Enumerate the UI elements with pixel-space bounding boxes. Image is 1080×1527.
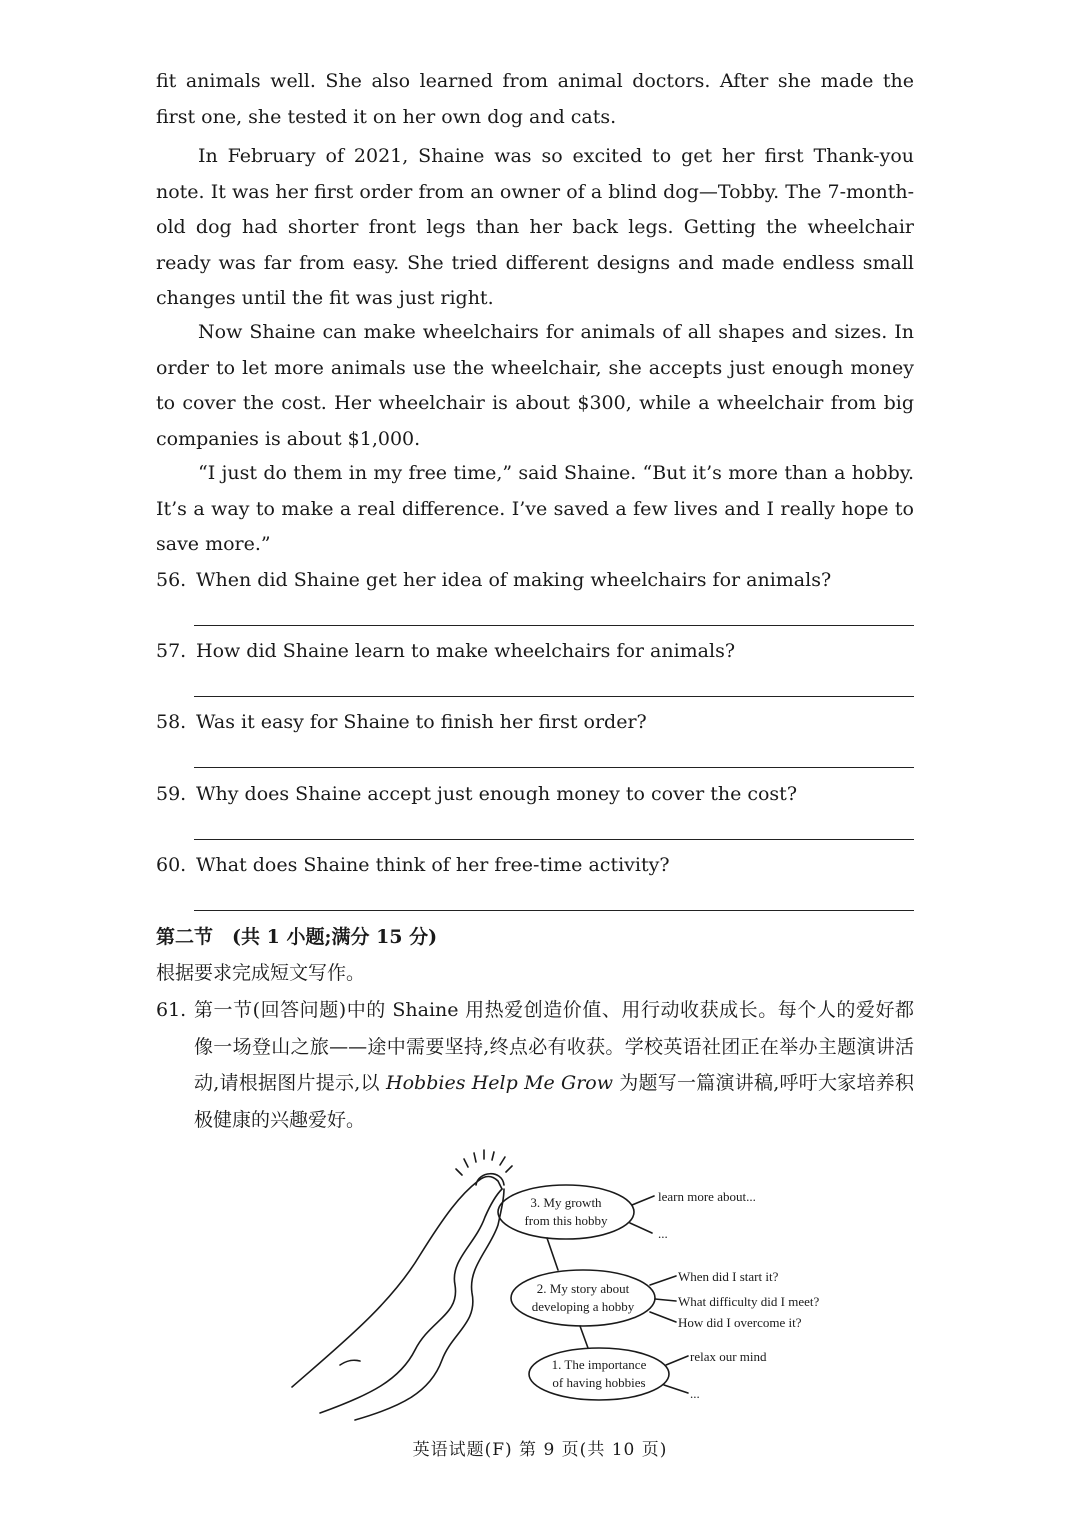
winding-path-left (320, 1189, 502, 1413)
bubble-3-line-2: from this hobby (524, 1213, 608, 1228)
prompt-learn-more: learn more about... (658, 1189, 756, 1204)
prompt-when-start: When did I start it? (678, 1269, 779, 1284)
page-footer: 英语试题(F) 第 9 页(共 10 页) (412, 1440, 668, 1460)
bubble-3-line-1: 3. My growth (530, 1195, 602, 1210)
mountain-climb-figure (280, 1145, 860, 1425)
passage-paragraph-1: fit animals well. She also learned from animal doctors. After she made the first one, she tested it on her own dog and cats. (156, 70, 914, 128)
question-58 (156, 708, 916, 736)
question-57 (156, 637, 916, 665)
answer-line-57[interactable] (194, 696, 914, 697)
bubble-1-line-2: of having hobbies (552, 1375, 646, 1390)
passage-paragraph-2: In February of 2021, Shaine was so excited to get her first Thank-you note. It was her first order from an owner of a blind dog—Tobby. The 7-month-old dog had shorter front legs than her back legs. Getting the wheelchair ready was far from easy. She tried different designs and made endless small changes until the fit was just right. (156, 145, 914, 309)
bubble-2-line-1: 2. My story about (536, 1281, 630, 1296)
bubble-1 (529, 1348, 669, 1400)
section-instruction: 根据要求完成短文写作。 (156, 962, 366, 984)
bubble-2-line-2: developing a hobby (531, 1299, 635, 1314)
question-text: When did Shaine get her idea of making wheelchairs for animals? (196, 569, 832, 591)
passage-paragraph-4: “I just do them in my free time,” said Shaine. “But it’s more than a hobby. It’s a way to make a real difference. I’ve saved a few lives and I really hope to save more.” (156, 462, 914, 555)
bubble-1-line-1: 1. The importance (551, 1357, 647, 1372)
prompt-how-overcome: How did I overcome it? (678, 1315, 802, 1330)
question-number: 56. (156, 569, 187, 591)
question-59 (156, 780, 916, 808)
answer-line-58[interactable] (194, 767, 914, 768)
task-text-before: 第一节(回答问题)中的 Shaine 用热爱创造价值、用行动收获成长。每个人的爱好都像一场登山之旅——途中需要坚持,终点必有收获。学校英语社团正在举办主题演讲活动,请根据图片提示,以 (194, 999, 914, 1094)
task-number: 61. (156, 999, 187, 1021)
writing-task-61 (156, 992, 914, 1138)
path-branch (340, 1360, 360, 1365)
answer-line-60[interactable] (194, 910, 914, 911)
task-essay-title: Hobbies Help Me Grow (386, 1072, 614, 1094)
question-text: What does Shaine think of her free-time activity? (196, 854, 670, 876)
task-text (194, 992, 914, 1138)
bubble-2 (511, 1270, 655, 1326)
answer-line-59[interactable] (194, 839, 914, 840)
question-text: Was it easy for Shaine to finish her first order? (196, 711, 647, 733)
bubble-3 (498, 1185, 634, 1239)
prompt-what-difficulty: What difficulty did I meet? (678, 1294, 820, 1309)
mountain-outline (292, 1177, 502, 1388)
question-number: 57. (156, 640, 187, 662)
question-number: 60. (156, 854, 187, 876)
task-text-after: 为题写一篇演讲稿,呼吁大家培养积极健康的兴趣爱好。 (194, 1072, 914, 1131)
section-heading: 第二节 (共 1 小题;满分 15 分) (156, 926, 438, 948)
prompt-relax-mind: relax our mind (690, 1349, 767, 1364)
answer-line-56[interactable] (194, 625, 914, 626)
prompt-bubble3-ellipsis: ... (658, 1226, 668, 1241)
question-text: How did Shaine learn to make wheelchairs for animals? (196, 640, 736, 662)
mountain-path-diagram (280, 1145, 860, 1425)
prompt-bubble1-ellipsis: ... (690, 1386, 700, 1401)
question-text: Why does Shaine accept just enough money to cover the cost? (196, 783, 798, 805)
passage-paragraph-3: Now Shaine can make wheelchairs for animals of all shapes and sizes. In order to let more animals use the wheelchair, she accepts just enough money to cover the cost. Her wheelchair is about $300, while a wheelchair from big companies is about $1,000. (156, 321, 914, 450)
question-56 (156, 566, 916, 594)
question-number: 59. (156, 783, 187, 805)
question-60 (156, 851, 916, 879)
question-number: 58. (156, 711, 187, 733)
